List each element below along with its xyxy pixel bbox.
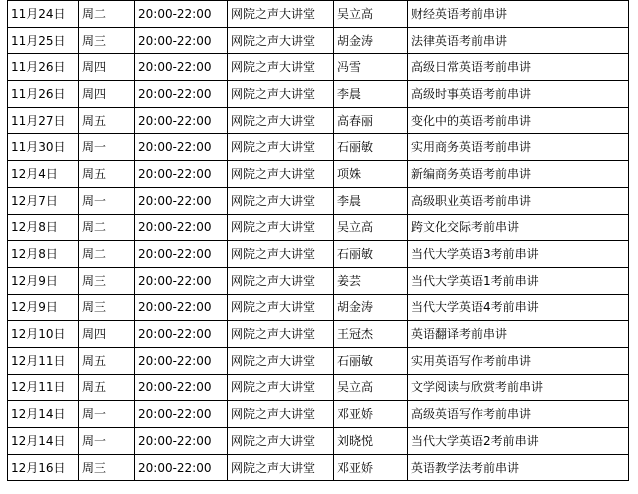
topic-cell: 跨文化交际考前串讲 [408, 214, 629, 241]
date-cell: 11月27日 [8, 107, 79, 134]
date-cell: 11月26日 [8, 81, 79, 108]
date-cell: 12月9日 [8, 294, 79, 321]
table-row [8, 241, 629, 268]
venue-cell: 网院之声大讲堂 [228, 294, 334, 321]
speaker-cell: 胡金涛 [334, 27, 408, 54]
schedule-body [8, 1, 629, 481]
table-row [8, 27, 629, 54]
time-cell: 20:00-22:00 [135, 27, 228, 54]
weekday-cell: 周四 [79, 321, 135, 348]
date-cell: 12月7日 [8, 187, 79, 214]
speaker-cell: 项姝 [334, 161, 408, 188]
speaker-cell: 姜芸 [334, 267, 408, 294]
weekday-cell: 周三 [79, 294, 135, 321]
topic-cell: 财经英语考前串讲 [408, 1, 629, 28]
table-row [8, 214, 629, 241]
speaker-cell: 石丽敏 [334, 241, 408, 268]
speaker-cell: 石丽敏 [334, 134, 408, 161]
weekday-cell: 周五 [79, 161, 135, 188]
time-cell: 20:00-22:00 [135, 107, 228, 134]
date-cell: 12月11日 [8, 347, 79, 374]
topic-cell: 实用商务英语考前串讲 [408, 134, 629, 161]
table-row [8, 454, 629, 481]
time-cell: 20:00-22:00 [135, 294, 228, 321]
table-row [8, 134, 629, 161]
date-cell: 12月9日 [8, 267, 79, 294]
speaker-cell: 冯雪 [334, 54, 408, 81]
time-cell: 20:00-22:00 [135, 214, 228, 241]
time-cell: 20:00-22:00 [135, 347, 228, 374]
venue-cell: 网院之声大讲堂 [228, 321, 334, 348]
table-row [8, 294, 629, 321]
table-row [8, 54, 629, 81]
topic-cell: 高级日常英语考前串讲 [408, 54, 629, 81]
speaker-cell: 王冠杰 [334, 321, 408, 348]
date-cell: 11月30日 [8, 134, 79, 161]
weekday-cell: 周五 [79, 107, 135, 134]
topic-cell: 英语翻译考前串讲 [408, 321, 629, 348]
date-cell: 12月10日 [8, 321, 79, 348]
date-cell: 12月16日 [8, 454, 79, 481]
speaker-cell: 吴立高 [334, 374, 408, 401]
speaker-cell: 邓亚娇 [334, 401, 408, 428]
venue-cell: 网院之声大讲堂 [228, 428, 334, 455]
venue-cell: 网院之声大讲堂 [228, 81, 334, 108]
table-row [8, 321, 629, 348]
time-cell: 20:00-22:00 [135, 401, 228, 428]
venue-cell: 网院之声大讲堂 [228, 1, 334, 28]
topic-cell: 变化中的英语考前串讲 [408, 107, 629, 134]
venue-cell: 网院之声大讲堂 [228, 214, 334, 241]
speaker-cell: 吴立高 [334, 1, 408, 28]
speaker-cell: 胡金涛 [334, 294, 408, 321]
time-cell: 20:00-22:00 [135, 241, 228, 268]
table-row [8, 374, 629, 401]
venue-cell: 网院之声大讲堂 [228, 267, 334, 294]
table-row [8, 1, 629, 28]
speaker-cell: 李晨 [334, 81, 408, 108]
table-row [8, 267, 629, 294]
time-cell: 20:00-22:00 [135, 161, 228, 188]
table-row [8, 161, 629, 188]
time-cell: 20:00-22:00 [135, 1, 228, 28]
time-cell: 20:00-22:00 [135, 454, 228, 481]
date-cell: 12月11日 [8, 374, 79, 401]
topic-cell: 当代大学英语2考前串讲 [408, 428, 629, 455]
date-cell: 12月4日 [8, 161, 79, 188]
topic-cell: 当代大学英语3考前串讲 [408, 241, 629, 268]
venue-cell: 网院之声大讲堂 [228, 374, 334, 401]
table-row [8, 347, 629, 374]
speaker-cell: 李晨 [334, 187, 408, 214]
venue-cell: 网院之声大讲堂 [228, 454, 334, 481]
venue-cell: 网院之声大讲堂 [228, 54, 334, 81]
weekday-cell: 周一 [79, 187, 135, 214]
date-cell: 12月14日 [8, 401, 79, 428]
table-row [8, 428, 629, 455]
weekday-cell: 周三 [79, 267, 135, 294]
venue-cell: 网院之声大讲堂 [228, 161, 334, 188]
weekday-cell: 周一 [79, 401, 135, 428]
date-cell: 12月14日 [8, 428, 79, 455]
date-cell: 11月24日 [8, 1, 79, 28]
topic-cell: 文学阅读与欣赏考前串讲 [408, 374, 629, 401]
time-cell: 20:00-22:00 [135, 267, 228, 294]
weekday-cell: 周五 [79, 374, 135, 401]
weekday-cell: 周一 [79, 134, 135, 161]
date-cell: 11月25日 [8, 27, 79, 54]
weekday-cell: 周四 [79, 81, 135, 108]
lecture-schedule-table [7, 0, 629, 481]
table-row [8, 81, 629, 108]
speaker-cell: 吴立高 [334, 214, 408, 241]
venue-cell: 网院之声大讲堂 [228, 27, 334, 54]
venue-cell: 网院之声大讲堂 [228, 241, 334, 268]
topic-cell: 法律英语考前串讲 [408, 27, 629, 54]
topic-cell: 新编商务英语考前串讲 [408, 161, 629, 188]
topic-cell: 高级英语写作考前串讲 [408, 401, 629, 428]
topic-cell: 当代大学英语1考前串讲 [408, 267, 629, 294]
speaker-cell: 刘晓悦 [334, 428, 408, 455]
weekday-cell: 周二 [79, 214, 135, 241]
time-cell: 20:00-22:00 [135, 54, 228, 81]
speaker-cell: 高春丽 [334, 107, 408, 134]
topic-cell: 实用英语写作考前串讲 [408, 347, 629, 374]
venue-cell: 网院之声大讲堂 [228, 347, 334, 374]
time-cell: 20:00-22:00 [135, 374, 228, 401]
topic-cell: 高级时事英语考前串讲 [408, 81, 629, 108]
venue-cell: 网院之声大讲堂 [228, 134, 334, 161]
topic-cell: 高级职业英语考前串讲 [408, 187, 629, 214]
time-cell: 20:00-22:00 [135, 134, 228, 161]
speaker-cell: 石丽敏 [334, 347, 408, 374]
time-cell: 20:00-22:00 [135, 428, 228, 455]
date-cell: 12月8日 [8, 214, 79, 241]
time-cell: 20:00-22:00 [135, 321, 228, 348]
date-cell: 11月26日 [8, 54, 79, 81]
venue-cell: 网院之声大讲堂 [228, 401, 334, 428]
weekday-cell: 周四 [79, 54, 135, 81]
date-cell: 12月8日 [8, 241, 79, 268]
venue-cell: 网院之声大讲堂 [228, 107, 334, 134]
topic-cell: 当代大学英语4考前串讲 [408, 294, 629, 321]
venue-cell: 网院之声大讲堂 [228, 187, 334, 214]
weekday-cell: 周三 [79, 454, 135, 481]
table-row [8, 107, 629, 134]
weekday-cell: 周二 [79, 241, 135, 268]
table-row [8, 401, 629, 428]
weekday-cell: 周一 [79, 428, 135, 455]
topic-cell: 英语教学法考前串讲 [408, 454, 629, 481]
weekday-cell: 周五 [79, 347, 135, 374]
weekday-cell: 周三 [79, 27, 135, 54]
weekday-cell: 周二 [79, 1, 135, 28]
table-row [8, 187, 629, 214]
time-cell: 20:00-22:00 [135, 187, 228, 214]
speaker-cell: 邓亚娇 [334, 454, 408, 481]
time-cell: 20:00-22:00 [135, 81, 228, 108]
